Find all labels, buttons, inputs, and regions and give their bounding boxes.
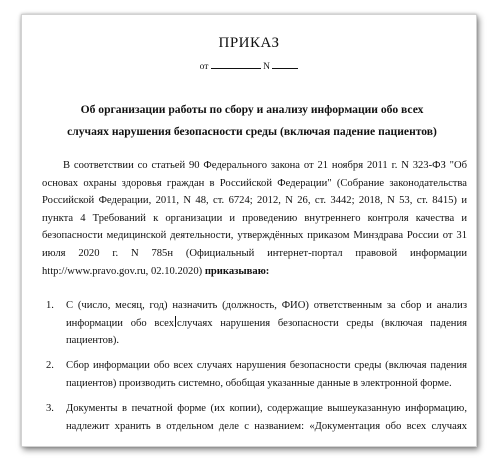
- text-cursor: [175, 316, 176, 327]
- item-line: надлежит хранить в отдельном деле с названием: «Документация обо всех случаях: [66, 420, 467, 432]
- preamble-line: безопасности медицинской деятельности, утверждённых приказом Минздрава России от 31: [42, 230, 467, 242]
- item-number: 3.: [46, 402, 54, 414]
- item-line: пациентов) производить системно, обобщая указанные данные в электронной форме.: [66, 377, 452, 389]
- date-prefix: от: [199, 62, 209, 72]
- document-heading: [52, 99, 452, 143]
- number-prefix: N: [263, 62, 271, 72]
- heading-line: случаях нарушения безопасности среды (включая падение пациентов): [67, 125, 437, 138]
- document-title: ПРИКАЗ: [218, 35, 280, 51]
- date-blank-field: [211, 59, 261, 69]
- item-line: С (число, месяц, год) назначить (должность, ФИО) ответственным за сбор и анализ: [66, 300, 467, 311]
- preamble-line: пункта 4 Требований к организации и проведению внутреннего контроля качества и: [42, 212, 467, 224]
- list-item: [42, 400, 467, 435]
- item-line-part: случаях нарушения безопасности среды (включая падения: [177, 317, 467, 329]
- item-line: [66, 315, 467, 333]
- order-items-list: [42, 297, 467, 443]
- item-line: Сбор информации обо всех случаях нарушения безопасности среды (включая падения: [66, 360, 467, 372]
- preamble-paragraph: [42, 157, 467, 280]
- document-page: [21, 14, 477, 447]
- item-line: Документы в печатной форме (их копии), содержащие вышеуказанную информацию,: [66, 402, 467, 414]
- order-keyword: приказываю:: [204, 265, 270, 277]
- item-line: пациентов).: [66, 335, 120, 347]
- item-line-part: информации обо всех: [66, 317, 175, 329]
- item-number: 1.: [46, 300, 54, 311]
- item-number: 2.: [46, 360, 54, 372]
- number-blank-field: [272, 59, 298, 69]
- date-number-line: [22, 59, 476, 72]
- preamble-line: [42, 263, 467, 281]
- preamble-line: июля 2020 г. N 785н (Официальный интернет-портал правовой информации: [42, 247, 467, 259]
- list-item: [42, 297, 467, 350]
- preamble-source-text: http://www.pravo.gov.ru, 02.10.2020): [42, 265, 205, 277]
- preamble-line: основах охраны здоровья граждан в Российской Федерации" (Собрание законодательства: [42, 177, 467, 189]
- heading-line: Об организации работы по сбору и анализу информации обо всех: [80, 103, 424, 116]
- list-item: [42, 357, 467, 392]
- preamble-line: В соответствии со статьей 90 Федерального закона от 21 ноября 2011 г. N 323-ФЗ "Об: [63, 160, 467, 171]
- preamble-line: Российской Федерации, 2011, N 48, ст. 6724; 2012, N 26, ст. 3442; 2018, N 53, ст. 8415) и: [42, 195, 467, 207]
